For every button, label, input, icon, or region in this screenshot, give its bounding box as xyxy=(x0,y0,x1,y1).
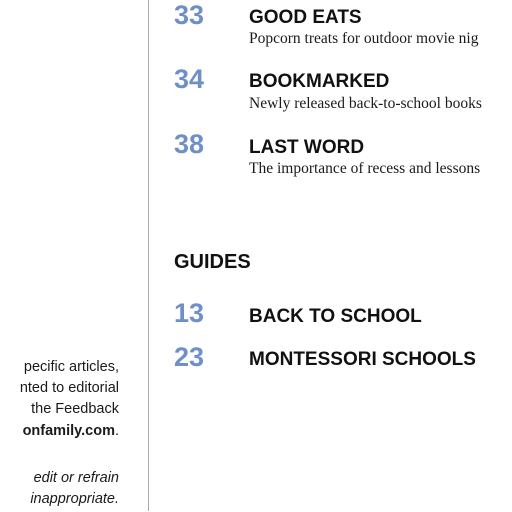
email-suffix: . xyxy=(114,423,119,439)
page-number: 23 xyxy=(174,342,205,372)
feature-description: Newly released back-to-school books xyxy=(249,95,482,112)
guide-title: BACK TO SCHOOL xyxy=(249,306,422,327)
email-domain[interactable]: onfamily.com xyxy=(22,423,115,439)
left-text-line-italic: edit or refrain xyxy=(33,470,119,486)
feature-title: GOOD EATS xyxy=(249,7,362,28)
page-number: 33 xyxy=(174,0,205,30)
left-text-line-italic: inappropriate. xyxy=(30,491,119,507)
section-heading-guides: GUIDES xyxy=(174,251,251,273)
page-number: 13 xyxy=(174,298,205,328)
feature-description: The importance of recess and lessons xyxy=(249,160,481,177)
column-divider xyxy=(148,0,149,511)
left-text-line: the Feedback xyxy=(31,401,119,417)
left-text-line-email xyxy=(23,424,119,439)
page-number: 38 xyxy=(174,129,205,159)
feature-description: Popcorn treats for outdoor movie nig xyxy=(249,30,479,47)
page-number: 34 xyxy=(174,64,205,94)
feature-title: BOOKMARKED xyxy=(249,71,390,92)
left-text-line: pecific articles, xyxy=(23,359,119,375)
left-text-line: nted to editorial xyxy=(19,380,119,396)
feature-title: LAST WORD xyxy=(249,137,365,158)
guide-title: MONTESSORI SCHOOLS xyxy=(249,349,476,370)
